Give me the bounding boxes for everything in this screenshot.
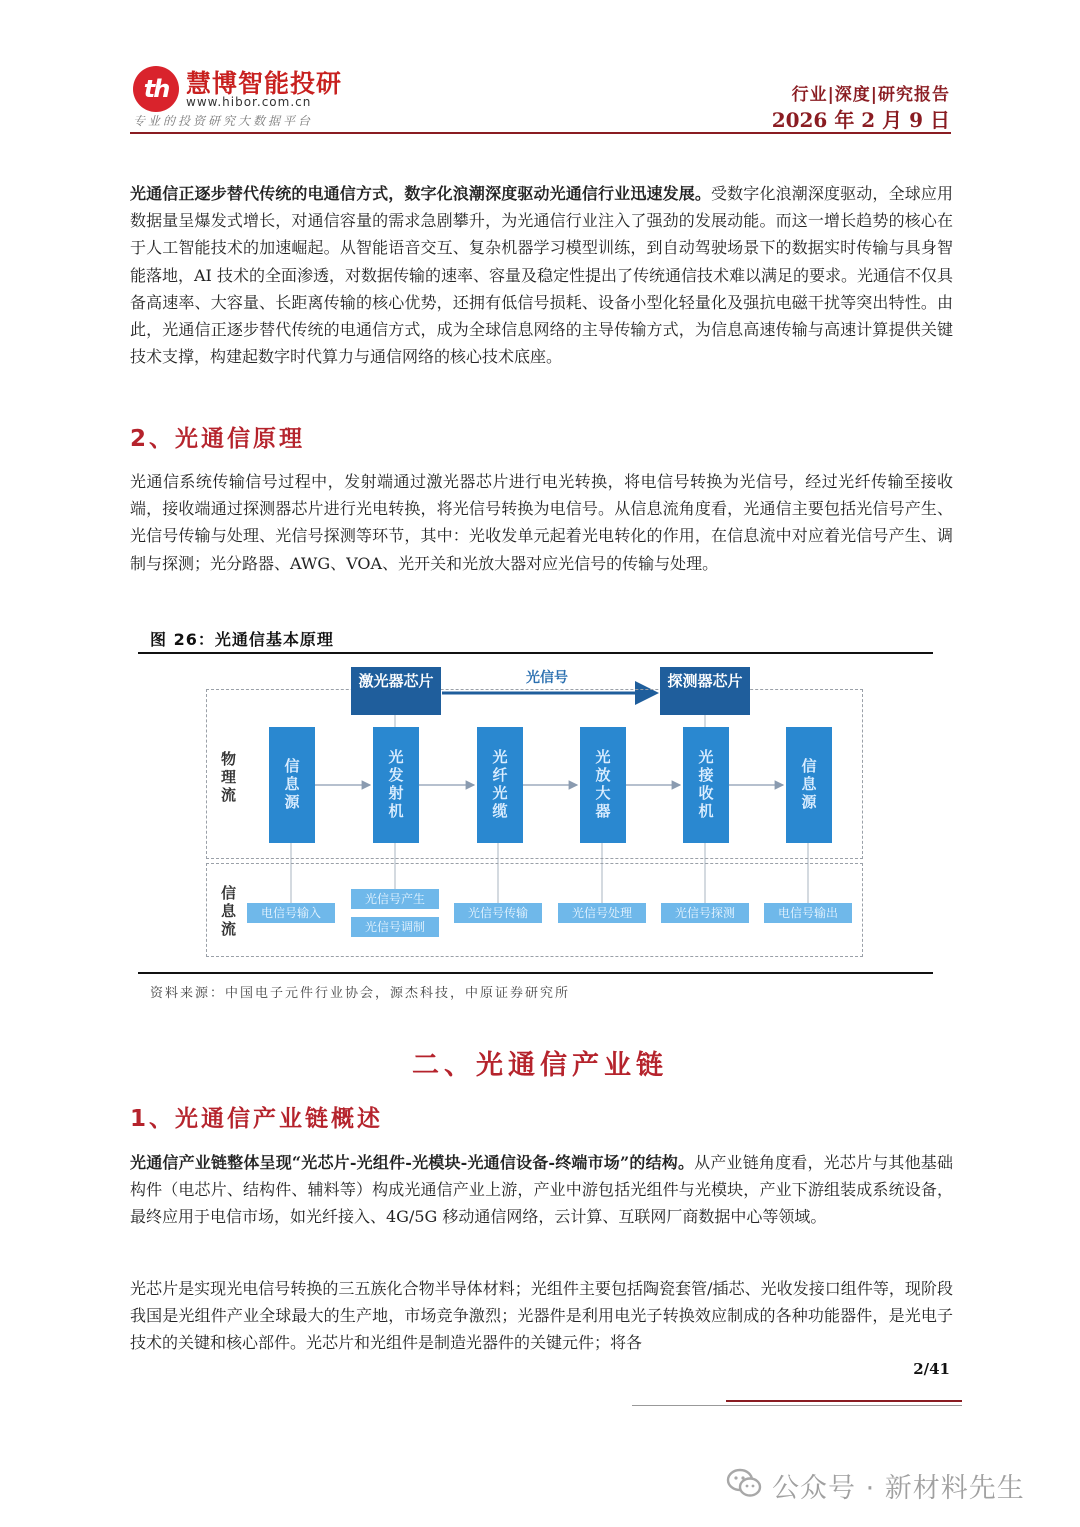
header-divider bbox=[130, 132, 951, 134]
site-url[interactable]: www.hibor.com.cn bbox=[186, 95, 312, 109]
logo-icon: th bbox=[143, 75, 169, 103]
section-heading-overview: 1、光通信产业链概述 bbox=[130, 1106, 384, 1132]
node-transmitter: 光发射机 bbox=[373, 727, 419, 843]
footer-rule bbox=[632, 1405, 962, 1406]
laser-chip-box: 激光器芯片 bbox=[351, 667, 441, 715]
paragraph-intro bbox=[130, 180, 953, 370]
report-type: 行业|深度|研究报告 bbox=[791, 85, 950, 105]
footer-accent-rule bbox=[726, 1400, 962, 1402]
signal-label: 光信号 bbox=[526, 670, 568, 686]
node-info-source: 信息源 bbox=[269, 727, 315, 843]
page-number: 2/41 bbox=[913, 1360, 950, 1378]
paragraph-body: 受数字化浪潮深度驱动，全球应用数据量呈爆发式增长，对通信容量的需求急剧攀升，为光通信行业注入了强劲的发展动能。而这一增长趋势的核心在于人工智能技术的加速崛起。从智能语音交互、复杂机器学习模型训练，到自动驾驶场景下的数据实时传输与具身智能落地，AI 技术的全面渗透，对数据传输的速率、容量及稳定性提出了传统通信技术难以满足的要求。光通信不仅具备高速率、大容量、长距离传输的核心优势，还拥有低信号损耗、设备小型化轻量化及强抗电磁干扰等突出特性。由此，光通信正逐步替代传统的电通信方式，成为全球信息网络的主导传输方式，为信息高速传输与高速计算提供关键技术支撑，构建起数字时代算力与通信网络的核心技术底座。 bbox=[130, 184, 953, 367]
brand-slogan: 专业的投资研究大数据平台 bbox=[133, 114, 314, 128]
flow-signal-detection: 光信号探测 bbox=[661, 903, 749, 923]
physical-flow-label: 物理流 bbox=[219, 751, 237, 805]
flow-electrical-input: 电信号输入 bbox=[247, 903, 335, 923]
wechat-icon bbox=[726, 1468, 762, 1498]
chapter-title: 二、光通信产业链 bbox=[412, 1050, 668, 1081]
node-receiver: 光接收机 bbox=[683, 727, 729, 843]
flow-signal-generation: 光信号产生 bbox=[351, 889, 439, 909]
section-heading-principle: 2、光通信原理 bbox=[130, 426, 306, 452]
node-info-sink: 信息源 bbox=[786, 727, 832, 843]
flow-electrical-output: 电信号输出 bbox=[764, 903, 852, 923]
paragraph-components: 光芯片是实现光电信号转换的三五族化合物半导体材料；光组件主要包括陶瓷套管/插芯、光收发接口组件等，现阶段我国是光组件产业全球最大的生产地，市场竞争激烈；光器件是利用电光子转换效应制成的各种功能器件，是光电子技术的关键和核心部件。光芯片和光组件是制造光器件的关键元件；将各 bbox=[130, 1279, 953, 1353]
figure-top-rule bbox=[138, 652, 933, 654]
brand-name: 慧博智能投研 bbox=[186, 69, 343, 98]
watermark-text: 公众号 · 新材料先生 bbox=[772, 1473, 1025, 1504]
node-amplifier: 光放大器 bbox=[580, 727, 626, 843]
flow-signal-transmission: 光信号传输 bbox=[454, 903, 542, 923]
figure-source: 资料来源：中国电子元件行业协会，源杰科技，中原证券研究所 bbox=[150, 986, 571, 1001]
paragraph-lead: 光通信产业链整体呈现“光芯片-光组件-光模块-光通信设备-终端市场”的结构。 bbox=[130, 1153, 695, 1172]
detector-chip-box: 探测器芯片 bbox=[660, 667, 750, 715]
paragraph-industry-chain bbox=[130, 1149, 953, 1231]
flow-signal-modulation: 光信号调制 bbox=[351, 917, 439, 937]
paragraph-body: 从产业链角度看，光芯片与其他基础构件（电芯片、结构件、辅料等）构成光通信产业上游，产业中游包括光组件与光模块，产业下游组装成系统设备，最终应用于电信市场，如光纤接入、4G/5G 移动通信网络，云计算、互联网厂商数据中心等领域。 bbox=[130, 1153, 953, 1227]
info-flow-label: 信息流 bbox=[219, 885, 237, 939]
flow-signal-processing: 光信号处理 bbox=[558, 903, 646, 923]
paragraph-lead: 光通信正逐步替代传统的电通信方式，数字化浪潮深度驱动光通信行业迅速发展。 bbox=[130, 184, 712, 203]
paragraph-principle: 光通信系统传输信号过程中，发射端通过激光器芯片进行电光转换，将电信号转换为光信号，经过光纤传输至接收端，接收端通过探测器芯片进行光电转换，将光信号转换为电信号。从信息流角度看，光通信主要包括光信号产生、光信号传输与处理、光信号探测等环节，其中：光收发单元起着光电转化的作用，在信息流中对应着光信号产生、调制与探测；光分路器、AWG、VOA、光开关和光放大器对应光信号的传输与处理。 bbox=[130, 472, 953, 573]
diagram bbox=[138, 655, 933, 973]
report-date: 2026 年 2 月 9 日 bbox=[771, 108, 950, 132]
figure-bottom-rule bbox=[138, 972, 933, 974]
figure-caption: 图 26：光通信基本原理 bbox=[150, 630, 334, 649]
node-fiber-cable: 光纤光缆 bbox=[477, 727, 523, 843]
